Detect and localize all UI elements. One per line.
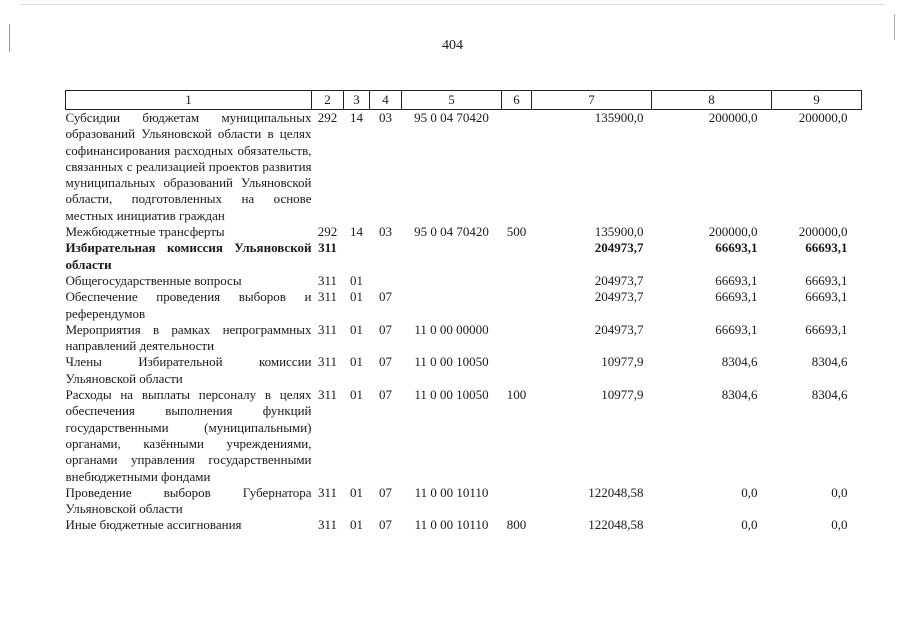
- row-amount-7: 204973,7: [594, 272, 644, 288]
- row-section: 01: [350, 517, 363, 533]
- table-row: [66, 273, 862, 289]
- row-amount-7: 204973,7: [594, 289, 644, 305]
- row-target-article: 11 0 00 10050: [414, 387, 489, 403]
- table-row: [66, 289, 862, 322]
- row-admin-code: 311: [318, 240, 337, 256]
- row-expense-type: [502, 322, 532, 355]
- table-row: [66, 485, 862, 518]
- table-row: [66, 110, 862, 225]
- row-subsection: 07: [379, 289, 392, 305]
- row-target-article: 11 0 00 10050: [414, 354, 489, 370]
- row-target-article: [402, 240, 502, 273]
- row-amount-8: 0,0: [741, 517, 758, 533]
- row-section: 01: [350, 289, 363, 305]
- row-expense-type: [502, 485, 532, 518]
- row-amount-9: 8304,6: [811, 387, 848, 403]
- row-subsection: 03: [379, 110, 392, 125]
- row-amount-9: 66693,1: [805, 240, 848, 256]
- row-subsection: 03: [379, 224, 392, 240]
- table-row: [66, 354, 862, 387]
- scan-edge-top: [20, 4, 885, 5]
- row-amount-9: 200000,0: [798, 224, 848, 240]
- row-amount-9: 0,0: [831, 484, 848, 500]
- row-name: Проведение выборов Губернатора Ульяновской области: [65, 484, 312, 517]
- row-subsection: 07: [379, 354, 392, 370]
- row-section: 14: [350, 110, 363, 125]
- row-target-article: 95 0 04 70420: [414, 110, 489, 125]
- row-target-article: [402, 289, 502, 322]
- row-expense-type: 100: [506, 387, 527, 403]
- row-amount-7: 122048,58: [588, 517, 644, 533]
- row-admin-code: 292: [317, 224, 338, 240]
- row-target-article: 11 0 00 00000: [414, 321, 489, 337]
- row-name: Общегосударственные вопросы: [65, 272, 242, 288]
- row-amount-7: 135900,0: [594, 110, 644, 125]
- row-amount-8: 200000,0: [708, 224, 758, 240]
- scan-edge-right: [894, 14, 895, 40]
- row-admin-code: 311: [317, 321, 338, 337]
- budget-table: [65, 90, 862, 534]
- table-row: [66, 517, 862, 533]
- row-name: Члены Избирательной комиссии Ульяновской области: [65, 354, 312, 386]
- row-name: Иные бюджетные ассигнования: [65, 517, 242, 533]
- row-amount-8: 200000,0: [708, 110, 758, 125]
- table-row: [66, 240, 862, 273]
- row-section: 01: [350, 272, 363, 288]
- header-col-8: 8: [652, 91, 772, 110]
- page-number: 404: [442, 38, 463, 53]
- header-col-9: 9: [772, 91, 862, 110]
- row-admin-code: 311: [317, 289, 338, 305]
- row-amount-8: 66693,1: [715, 289, 758, 305]
- row-amount-7: 204973,7: [594, 321, 644, 337]
- row-target-article: 11 0 00 10110: [414, 517, 489, 533]
- row-subsection: 07: [379, 517, 392, 533]
- row-section: 01: [350, 321, 363, 337]
- row-section: 01: [350, 387, 363, 403]
- row-name: Обеспечение проведения выборов и референдумов: [65, 289, 312, 321]
- row-section: 01: [350, 354, 363, 370]
- row-amount-9: 200000,0: [798, 110, 848, 125]
- row-amount-9: 66693,1: [805, 272, 848, 288]
- header-col-1: 1: [66, 91, 312, 110]
- row-expense-type: [502, 110, 532, 225]
- row-expense-type: 500: [506, 224, 527, 240]
- row-name: Мероприятия в рамках непрограммных направлений деятельности: [65, 321, 312, 354]
- header-col-7: 7: [532, 91, 652, 110]
- row-admin-code: 311: [317, 272, 338, 288]
- row-name: Расходы на выплаты персоналу в целях обеспечения выполнения функций государственными (муниципальными) органами, казёнными учреждениями, органами управления государственными внебюджетными фондами: [65, 387, 312, 484]
- row-admin-code: 311: [317, 484, 338, 500]
- header-col-6: 6: [502, 91, 532, 110]
- row-amount-7: 135900,0: [594, 224, 644, 240]
- table-row: [66, 322, 862, 355]
- row-amount-9: 0,0: [831, 517, 848, 533]
- row-section: 14: [350, 224, 363, 240]
- row-section: [344, 240, 370, 273]
- row-expense-type: 800: [506, 517, 527, 533]
- row-subsection: 07: [379, 387, 392, 403]
- row-amount-8: 66693,1: [715, 272, 758, 288]
- table-row: [66, 387, 862, 485]
- row-expense-type: [502, 289, 532, 322]
- row-expense-type: [502, 240, 532, 273]
- header-col-3: 3: [344, 91, 370, 110]
- row-subsection: 07: [379, 484, 392, 500]
- row-expense-type: [502, 354, 532, 387]
- row-admin-code: 311: [317, 517, 338, 533]
- header-col-5: 5: [402, 91, 502, 110]
- header-col-2: 2: [312, 91, 344, 110]
- row-subsection: [370, 240, 402, 273]
- row-expense-type: [502, 273, 532, 289]
- row-amount-8: 8304,6: [721, 387, 758, 403]
- row-subsection: [370, 273, 402, 289]
- row-section: 01: [350, 484, 363, 500]
- row-target-article: 95 0 04 70420: [414, 224, 489, 240]
- row-target-article: 11 0 00 10110: [414, 484, 489, 500]
- table-row: [66, 224, 862, 240]
- row-amount-7: 10977,9: [601, 387, 644, 403]
- header-col-4: 4: [370, 91, 402, 110]
- row-amount-9: 66693,1: [805, 289, 848, 305]
- row-admin-code: 292: [317, 110, 338, 125]
- row-amount-8: 66693,1: [715, 240, 758, 256]
- row-amount-9: 8304,6: [811, 354, 848, 370]
- row-amount-8: 66693,1: [715, 321, 758, 337]
- row-amount-9: 66693,1: [805, 321, 848, 337]
- row-name: Избирательная комиссия Ульяновской области: [65, 240, 312, 272]
- row-amount-7: 10977,9: [601, 354, 644, 370]
- row-subsection: 07: [379, 321, 392, 337]
- row-target-article: [402, 273, 502, 289]
- row-admin-code: 311: [317, 354, 338, 370]
- row-amount-8: 8304,6: [721, 354, 758, 370]
- row-admin-code: 311: [317, 387, 338, 403]
- row-name: Субсидии бюджетам муниципальных образований Ульяновской области в целях софинансирования расходных обязательств, связанных с реализацией проектов развития муниципальных образований Ульяновской области, подготовленных на основе местных инициатив граждан: [65, 110, 312, 223]
- header-row: [66, 91, 862, 110]
- row-amount-7: 122048,58: [588, 484, 644, 500]
- row-amount-7: 204973,7: [594, 240, 644, 256]
- row-name: Межбюджетные трансферты: [65, 224, 225, 240]
- row-amount-8: 0,0: [741, 484, 758, 500]
